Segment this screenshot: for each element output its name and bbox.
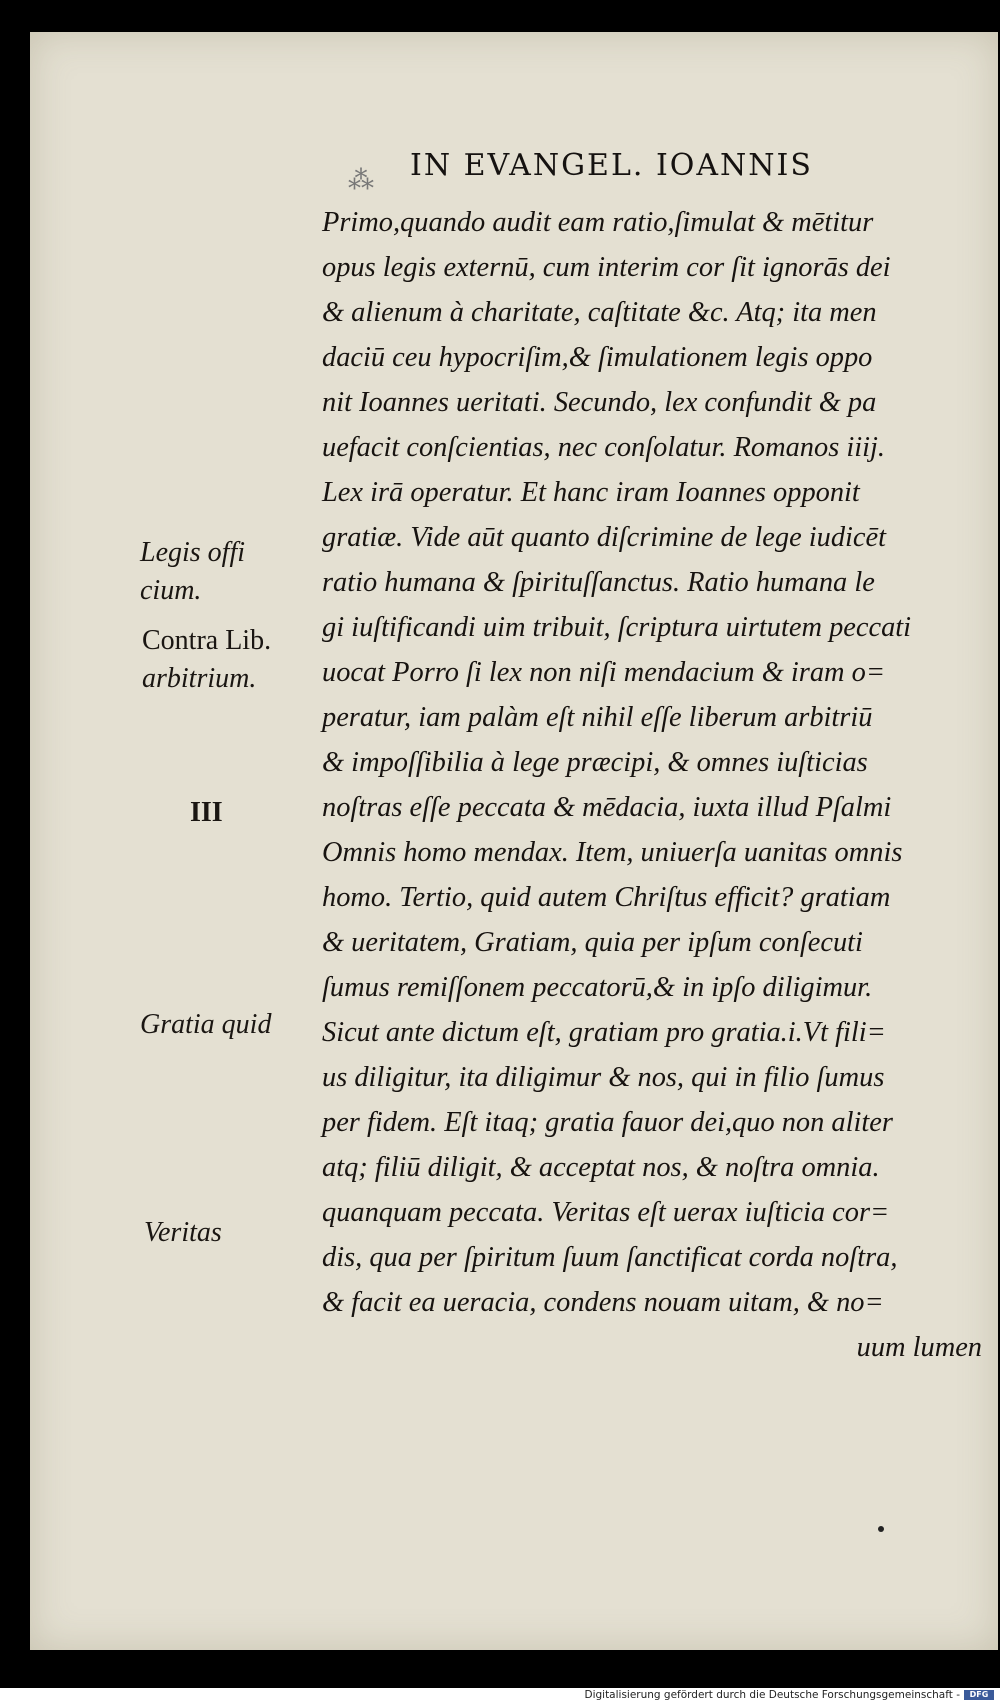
text-line: per fidem. Eſt itaq; gratia fauor dei,quo non aliter: [322, 1107, 893, 1138]
text-line: gratiæ. Vide aūt quanto diſcrimine de lege iudicēt: [322, 522, 887, 553]
margin-note-legis: [140, 534, 245, 610]
margin-note-veritas: Veritas: [144, 1217, 222, 1248]
main-text-block: [322, 200, 982, 1370]
text-line: ratio humana & ſpirituſſanctus. Ratio humana le: [322, 567, 875, 598]
margin-note-legis-line2: cium.: [140, 575, 202, 606]
margin-note-contra-line2: arbitrium.: [142, 663, 257, 694]
text-line: daciū ceu hypocriſim,& ſimulationem legis oppo: [322, 342, 873, 373]
margin-note-contra-line1: Contra Lib.: [142, 625, 272, 656]
footer-bar: [0, 1688, 1000, 1702]
text-line: Omnis homo mendax. Item, uniuerſa uanitas omnis: [322, 837, 903, 868]
text-line: uefacit conſcientias, nec conſolatur. Romanos iiij.: [322, 432, 885, 463]
text-line: quanquam peccata. Veritas eſt uerax iuſticia cor=: [322, 1197, 890, 1228]
margin-note-gratia: Gratia quid: [140, 1009, 272, 1040]
text-line: uum lumen: [856, 1332, 982, 1363]
margin-note-contra: [142, 622, 271, 698]
text-line: noſtras eſſe peccata & mēdacia, iuxta illud Pſalmi: [322, 792, 892, 823]
text-line: us diligitur, ita diligimur & nos, qui in filio ſumus: [322, 1062, 885, 1093]
text-line: gi iuſtificandi uim tribuit, ſcriptura uirtutem peccati: [322, 612, 912, 643]
text-line: Lex irā operatur. Et hanc iram Ioannes opponit: [322, 477, 860, 508]
text-line: opus legis externū, cum interim cor ſit ignorās dei: [322, 252, 891, 283]
text-line: dis, qua per ſpiritum ſuum ſanctificat corda noſtra,: [322, 1242, 898, 1273]
dfg-logo: DFG: [964, 1690, 994, 1700]
text-line: homo. Tertio, quid autem Chriſtus efficit? gratiam: [322, 882, 891, 913]
text-line: & impoſſibilia à lege præcipi, & omnes iuſticias: [322, 747, 868, 778]
text-line: & facit ea ueracia, condens nouam uitam, & no=: [322, 1287, 884, 1318]
ink-smudge: ⁂: [348, 166, 374, 196]
text-line: & alienum à charitate, caſtitate &c. Atq; ita men: [322, 297, 877, 328]
margin-note-numeral: III: [190, 797, 223, 828]
margin-note-legis-line1: Legis offi: [140, 537, 246, 568]
text-line: atq; filiū diligit, & acceptat nos, & noſtra omnia.: [322, 1152, 880, 1183]
text-line: uocat Porro ſi lex non niſi mendacium & iram o=: [322, 657, 885, 688]
text-line: ſumus remiſſonem peccatorū,& in ipſo diligimur.: [322, 972, 873, 1003]
ink-dot: [878, 1526, 884, 1532]
text-line: & ueritatem, Gratiam, quia per ipſum conſecuti: [322, 927, 863, 958]
text-line: peratur, iam palàm eſt nihil eſſe liberum arbitriū: [322, 702, 873, 733]
text-line: Primo,quando audit eam ratio,ſimulat & mētitur: [322, 207, 874, 238]
running-header: IN EVANGEL. IOANNIS: [410, 148, 813, 183]
footer-credit: Digitalisierung gefördert durch die Deutsche Forschungsgemeinschaft -: [584, 1689, 960, 1701]
text-line: Sicut ante dictum eſt, gratiam pro gratia.i.Vt fili=: [322, 1017, 886, 1048]
text-line: nit Ioannes ueritati. Secundo, lex confundit & pa: [322, 387, 877, 418]
